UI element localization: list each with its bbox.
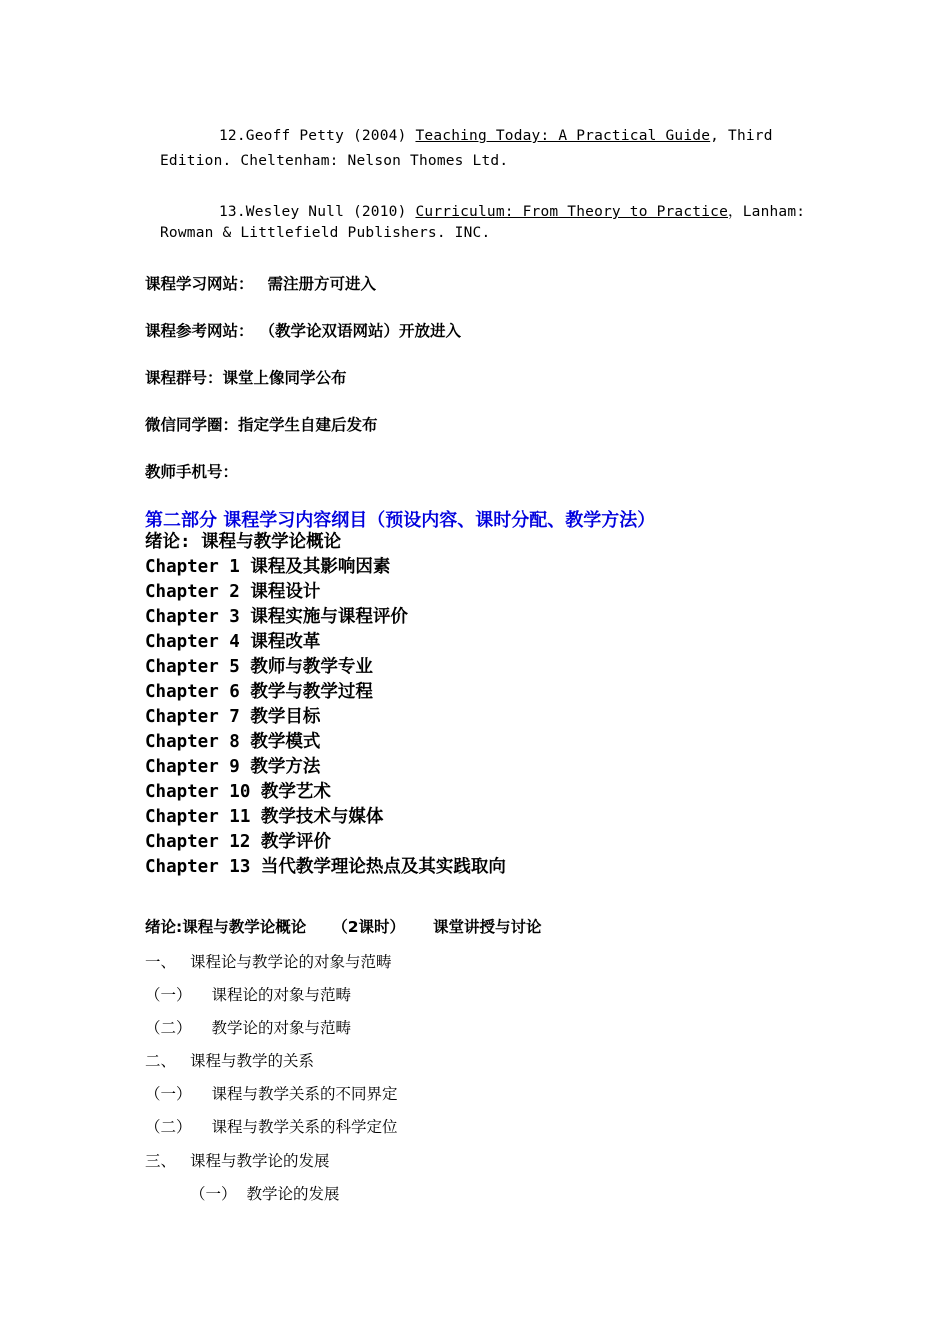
item-marker: 三、 — [145, 1152, 177, 1170]
meta-label: 课程学习网站： — [145, 275, 254, 293]
reference-12-suffix: , Third — [710, 128, 773, 144]
chapter-item: Chapter 12 教学评价 — [145, 832, 331, 852]
chapter-item: Chapter 3 课程实施与课程评价 — [145, 607, 408, 627]
meta-group-number — [145, 366, 347, 388]
reference-13-line2: Rowman & Littlefield Publishers. INC. — [160, 225, 491, 241]
reference-13-prefix: 13.Wesley Null (2010) — [219, 204, 416, 220]
chapter-item: Chapter 9 教学方法 — [145, 757, 321, 777]
lesson-item — [145, 1082, 398, 1104]
meta-value: （教学论双语网站）开放进入 — [259, 322, 462, 340]
meta-wechat-circle — [145, 413, 378, 435]
chapter-item: Chapter 1 课程及其影响因素 — [145, 557, 391, 577]
lesson-title: 绪论:课程与教学论概论 — [145, 918, 307, 936]
lesson-item — [145, 1016, 351, 1038]
item-text: 课程与教学关系的不同界定 — [211, 1085, 398, 1103]
chapter-item: Chapter 8 教学模式 — [145, 732, 321, 752]
item-marker: （一） — [145, 1085, 192, 1103]
chapter-item: Chapter 13 当代教学理论热点及其实践取向 — [145, 857, 506, 877]
chapter-outline — [145, 530, 506, 880]
item-text: 课程论的对象与范畴 — [211, 986, 352, 1004]
reference-12-prefix: 12.Geoff Petty (2004) — [219, 128, 416, 144]
meta-label: 教师手机号： — [145, 463, 239, 481]
chapter-item: Chapter 4 课程改革 — [145, 632, 321, 652]
item-text: 课程与教学的关系 — [190, 1052, 315, 1070]
meta-label: 微信同学圈： — [145, 416, 239, 434]
item-marker: （一） — [145, 986, 192, 1004]
item-text: 课程与教学关系的科学定位 — [211, 1118, 398, 1136]
reference-12-title: Teaching Today: A Practical Guide — [415, 128, 711, 144]
lesson-item — [145, 950, 392, 972]
chapter-item: Chapter 10 教学艺术 — [145, 782, 331, 802]
meta-reference-website — [145, 319, 461, 341]
item-marker: 二、 — [145, 1052, 177, 1070]
item-marker: （二） — [145, 1118, 192, 1136]
lesson-item — [145, 1115, 398, 1137]
meta-label: 课程群号： — [145, 369, 223, 387]
meta-value: 课堂上像同学公布 — [222, 369, 347, 387]
lesson-item — [190, 1182, 340, 1204]
chapter-item: Chapter 11 教学技术与媒体 — [145, 807, 384, 827]
lesson-item — [145, 983, 351, 1005]
reference-12-line2: Edition. Cheltenham: Nelson Thomes Ltd. — [160, 153, 509, 169]
reference-13-line1 — [219, 200, 805, 221]
item-text: 课程论与教学论的对象与范畴 — [190, 953, 392, 971]
lesson-item — [145, 1049, 314, 1071]
meta-label: 课程参考网站： — [145, 322, 254, 340]
meta-teacher-phone — [145, 460, 238, 482]
reference-13-title: Curriculum: From Theory to Practice — [415, 204, 729, 220]
meta-study-website — [145, 272, 376, 294]
item-text: 教学论的对象与范畴 — [211, 1019, 352, 1037]
reference-13-suffix: ，Lanham: — [728, 204, 806, 220]
item-marker: 一、 — [145, 953, 177, 971]
chapter-item: Chapter 5 教师与教学专业 — [145, 657, 373, 677]
part-two-title: 第二部分 课程学习内容纲目（预设内容、课时分配、教学方法） — [145, 510, 656, 531]
lesson-heading — [145, 915, 542, 937]
item-marker: （一） — [190, 1185, 237, 1203]
item-marker: （二） — [145, 1019, 192, 1037]
item-text: 教学论的发展 — [246, 1185, 340, 1203]
chapter-item: Chapter 7 教学目标 — [145, 707, 321, 727]
reference-12-line1 — [219, 128, 773, 144]
item-text: 课程与教学论的发展 — [190, 1152, 330, 1170]
lesson-method: 课堂讲授与讨论 — [433, 918, 542, 936]
meta-value: 需注册方可进入 — [267, 275, 377, 293]
chapter-item: Chapter 2 课程设计 — [145, 582, 321, 602]
meta-value: 指定学生自建后发布 — [238, 416, 378, 434]
chapter-item: Chapter 6 教学与教学过程 — [145, 682, 373, 702]
lesson-item — [145, 1149, 330, 1171]
outline-intro: 绪论: 课程与教学论概论 — [145, 532, 342, 552]
lesson-hours: （2课时） — [332, 918, 405, 936]
